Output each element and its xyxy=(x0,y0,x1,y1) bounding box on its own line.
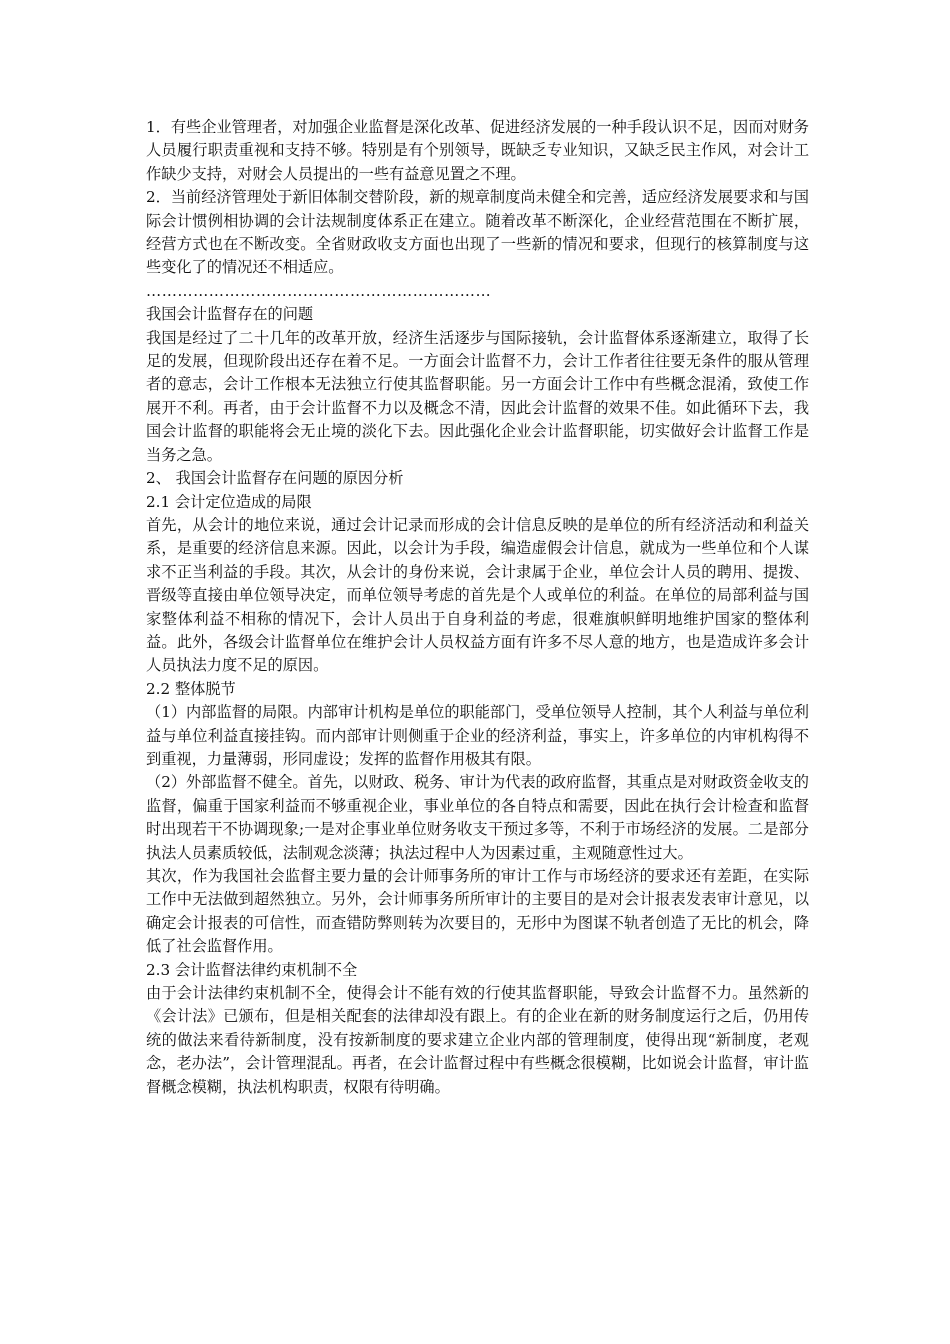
document-page xyxy=(146,116,809,1099)
heading-section-2-2: 2.2 整体脱节 xyxy=(146,679,236,698)
heading-section-2-1: 2.1 会计定位造成的局限 xyxy=(146,492,312,511)
heading-problems: 我国会计监督存在的问题 xyxy=(146,305,314,324)
paragraph-problems: 我国是经过了二十几年的改革开放，经济生活逐步与国际接轨，会计监督体系逐渐建立，取得了长足的发展，但现阶段出还存在着不足。一方面会计监督不力，会计工作者往往要无条件的服从管理者的意志，会计工作根本无法独立行使其监督职能。另一方面会计工作中有些概念混淆，致使工作展开不利。再者，由于会计监督不力以及概念不清，因此会计监督的效果不佳。如此循环下去，我国会计监督的职能将会无止境的淡化下去。因此强化企业会计监督职能，切实做好会计监督工作是当务之急。 xyxy=(146,328,809,464)
paragraph-section-2-1: 首先，从会计的地位来说，通过会计记录而形成的会计信息反映的是单位的所有经济活动和利益关系，是重要的经济信息来源。因此，以会计为手段，编造虚假会计信息，就成为一些单位和个人谋求不正当利益的手段。其次，从会计的身份来说，会计隶属于企业，单位会计人员的聘用、提拨、晋级等直接由单位领导决定，而单位领导考虑的首先是个人或单位的利益。在单位的局部利益与国家整体利益不相称的情况下，会计人员出于自身利益的考虑，很难旗帜鲜明地维护国家的整体利益。此外，各级会计监督单位在维护会计人员权益方面有许多不尽人意的地方，也是造成许多会计人员执法力度不足的原因。 xyxy=(146,515,809,675)
heading-section-2-3: 2.3 会计监督法律约束机制不全 xyxy=(146,960,358,979)
paragraph-reason-1: 1．有些企业管理者，对加强企业监督是深化改革、促进经济发展的一种手段认识不足，因而对财务人员履行职责重视和支持不够。特别是有个别领导，既缺乏专业知识，又缺乏民主作风，对会计工作缺少支持，对财会人员提出的一些有益意见置之不理。 xyxy=(146,118,809,183)
paragraph-reason-2: 2．当前经济管理处于新旧体制交替阶段，新的规章制度尚未健全和完善，适应经济发展要求和与国际会计惯例相协调的会计法规制度体系正在建立。随着改革不断深化，企业经营范围在不断扩展，经营方式也在不断改变。全省财政收支方面也出现了一些新的情况和要求，但现行的核算制度与这些变化了的情况还不相适应。 xyxy=(146,188,809,277)
paragraph-social-supervision: 其次，作为我国社会监督主要力量的会计师事务所的审计工作与市场经济的要求还有差距，在实际工作中无法做到超然独立。另外，会计师事务所所审计的主要目的是对会计报表发表审计意见，以确定会计报表的可信性，而查错防弊则转为次要目的，无形中为图谋不轨者创造了无比的机会，降低了社会监督作用。 xyxy=(146,867,809,956)
paragraph-external-supervision: （2）外部监督不健全。首先，以财政、税务、审计为代表的政府监督，其重点是对财政资金收支的监督，偏重于国家利益而不够重视企业，事业单位的各自特点和需要，因此在执行会计检查和监督时出现若干不协调现象;一是对企事业单位财务收支干预过多等，不利于市场经济的发展。二是部分执法人员素质较低，法制观念淡薄；执法过程中人为因素过重，主观随意性过大。 xyxy=(146,773,809,862)
heading-section-2: 2、 我国会计监督存在问题的原因分析 xyxy=(146,469,404,488)
paragraph-section-2-3: 由于会计法律约束机制不全，使得会计不能有效的行使其监督职能，导致会计监督不力。虽然新的《会计法》已颁布，但是相关配套的法律却没有跟上。有的企业在新的财务制度运行之后，仍用传统的做法来看待新制度，没有按新制度的要求建立企业内部的管理制度，使得出现“新制度，老观念，老办法”，会计管理混乱。再者，在会计监督过程中有些概念很模糊，比如说会计监督，审计监督概念模糊，执法机构职责，权限有待明确。 xyxy=(146,984,809,1096)
paragraph-internal-supervision: （1）内部监督的局限。内部审计机构是单位的职能部门，受单位领导人控制，其个人利益与单位利益与单位利益直接挂钩。而内部审计则侧重于企业的经济利益，事实上，许多单位的内审机构得不到重视，力量薄弱，形同虚设；发挥的监督作用极其有限。 xyxy=(146,703,809,768)
separator-dots: ………………………………………………………… xyxy=(146,281,492,300)
